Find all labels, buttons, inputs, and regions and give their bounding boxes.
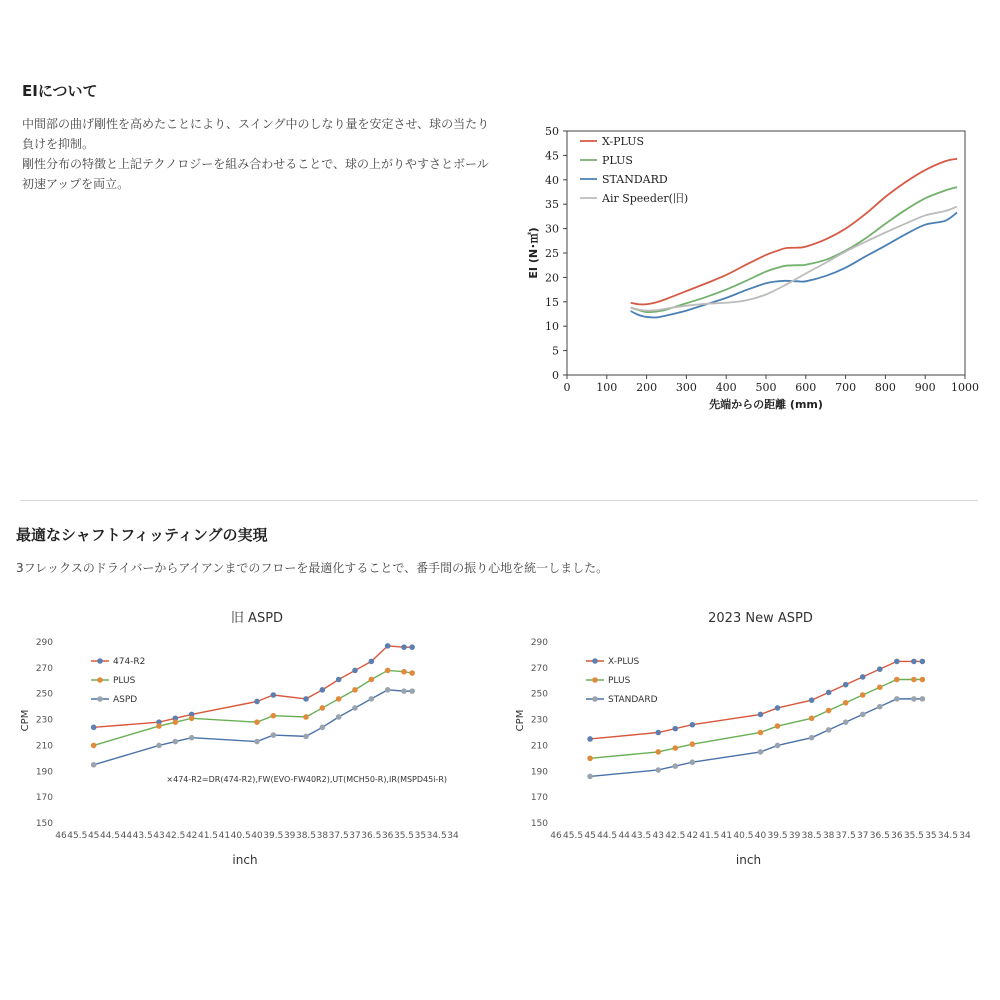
x-tick-label: 35 [925, 831, 937, 841]
data-point [843, 682, 849, 688]
x-tick-label: 40 [251, 831, 263, 841]
x-tick-label: 45 [87, 831, 100, 841]
x-tick-label: 44 [618, 831, 630, 841]
x-tick-label: 200 [636, 381, 658, 394]
x-tick-label: 45.5 [67, 831, 88, 841]
data-point [271, 692, 277, 698]
x-tick-label: 37 [857, 831, 869, 841]
legend-label: ASPD [113, 695, 138, 705]
data-point [877, 684, 883, 690]
data-point [385, 668, 391, 674]
data-point [843, 700, 849, 706]
data-point [843, 719, 849, 725]
x-tick-label: 42.5 [165, 831, 186, 841]
data-point [826, 708, 832, 714]
data-point [758, 749, 764, 755]
data-point [690, 759, 696, 765]
data-point [320, 687, 326, 693]
x-tick-label: 900 [914, 381, 936, 394]
x-tick-label: 39 [788, 831, 801, 841]
data-point [826, 727, 832, 733]
x-tick-label: 600 [795, 381, 817, 394]
x-tick-label: 43 [652, 831, 664, 841]
data-point [303, 734, 309, 740]
y-axis-label: CPM [20, 709, 31, 732]
data-point [758, 712, 764, 718]
y-tick-label: 45 [545, 149, 559, 163]
data-point [894, 696, 900, 702]
y-tick-label: 270 [35, 663, 53, 674]
x-tick-label: 700 [835, 381, 857, 394]
data-point [271, 713, 277, 719]
data-point [587, 736, 593, 742]
cpm-chart-new-aspd [505, 605, 985, 885]
y-tick-label: 210 [35, 741, 53, 752]
x-tick-label: 800 [874, 381, 896, 394]
data-point [91, 725, 97, 731]
data-point [920, 677, 926, 683]
x-tick-label: 34.5 [937, 831, 958, 841]
data-point [254, 719, 260, 725]
x-tick-label: 1000 [951, 381, 979, 394]
legend-marker [97, 696, 103, 702]
cpm-chart-old-aspd [10, 605, 480, 885]
x-tick-label: 45 [584, 831, 596, 841]
legend-label: PLUS [608, 676, 631, 686]
data-point [690, 722, 696, 728]
x-tick-label: 41 [720, 831, 733, 841]
ei-line-4: 初速アップを両立。 [22, 177, 130, 191]
y-tick-label: 50 [545, 125, 559, 138]
y-tick-label: 230 [530, 715, 548, 726]
data-point [352, 687, 358, 693]
series-line-0 [631, 159, 957, 305]
x-tick-label: 36 [381, 831, 394, 841]
data-point [401, 644, 407, 650]
legend-label: Air Speeder(旧) [602, 192, 689, 205]
x-tick-label: 38 [822, 831, 835, 841]
data-point [758, 730, 764, 736]
x-tick-label: 38.5 [801, 831, 822, 841]
data-point [911, 696, 917, 702]
x-tick-label: 44 [120, 831, 133, 841]
x-tick-label: 41 [218, 831, 231, 841]
chart-note: ×474-R2=DR(474-R2),FW(EVO-FW40R2),UT(MCH50-R),IR(MSPD45i-R) [166, 775, 447, 785]
ei-chart [520, 120, 980, 420]
y-tick-label: 210 [530, 741, 548, 752]
x-tick-label: 38.5 [295, 831, 317, 841]
legend-marker [97, 658, 103, 664]
data-point [189, 715, 195, 721]
data-point [369, 677, 375, 683]
y-tick-label: 190 [35, 767, 53, 778]
data-point [254, 739, 260, 745]
legend-marker [592, 677, 598, 683]
legend-label: PLUS [602, 154, 633, 167]
x-tick-label: 300 [675, 381, 697, 394]
data-point [352, 705, 358, 711]
data-point [336, 714, 342, 720]
legend-label: X-PLUS [608, 657, 640, 667]
x-tick-label: 38 [316, 831, 329, 841]
data-point [690, 741, 696, 747]
data-point [271, 732, 277, 738]
data-point [672, 726, 678, 732]
legend-marker [592, 696, 598, 702]
legend-label: PLUS [113, 676, 136, 686]
data-point [336, 677, 342, 683]
data-point [320, 725, 326, 731]
series-line-1 [94, 670, 413, 745]
section-title-fitting: 最適なシャフトフィッティングの実現 [16, 526, 268, 544]
y-tick-label: 170 [530, 793, 548, 804]
x-tick-label: 34 [447, 831, 459, 841]
ei-line-1: 中間部の曲げ剛性を高めたことにより、スイング中のしなり量を安定させ、球の当たり [22, 117, 490, 131]
x-tick-label: 36 [891, 831, 903, 841]
data-point [369, 659, 375, 665]
y-tick-label: 290 [35, 638, 53, 648]
series-line-2 [94, 690, 413, 765]
x-tick-label: 35.5 [903, 831, 924, 841]
x-tick-label: 40.5 [230, 831, 251, 841]
data-point [809, 697, 815, 703]
data-point [352, 668, 358, 674]
y-tick-label: 5 [552, 344, 559, 358]
y-tick-label: 15 [545, 295, 559, 309]
y-tick-label: 150 [530, 819, 548, 829]
legend-label: 474-R2 [113, 657, 146, 667]
x-tick-label: 34.5 [426, 831, 447, 841]
x-tick-label: 46 [55, 831, 67, 841]
data-point [860, 674, 866, 680]
x-tick-label: 43.5 [132, 831, 153, 841]
data-point [920, 696, 926, 702]
fitting-description: 3フレックスのドライバーからアイアンまでのフローを最適化することで、番手間の振り心地を統一しました。 [16, 561, 609, 575]
data-point [401, 669, 407, 675]
data-point [877, 666, 883, 672]
y-tick-label: 290 [530, 638, 548, 648]
data-point [409, 688, 415, 694]
data-point [655, 767, 661, 773]
x-tick-label: 42 [686, 831, 699, 841]
data-point [672, 745, 678, 751]
y-tick-label: 150 [35, 819, 53, 829]
x-tick-label: 42 [185, 831, 198, 841]
x-tick-label: 37.5 [328, 831, 349, 841]
x-tick-label: 44.5 [597, 831, 618, 841]
legend-label: STANDARD [608, 695, 658, 705]
data-point [91, 743, 97, 749]
data-point [911, 659, 917, 665]
legend-label: X-PLUS [602, 135, 645, 148]
x-axis-label: 先端からの距離 (mm) [709, 398, 823, 411]
x-tick-label: 42.5 [665, 831, 686, 841]
y-tick-label: 250 [35, 689, 53, 700]
x-tick-label: 46 [550, 831, 562, 841]
data-point [409, 670, 415, 676]
data-point [826, 690, 832, 696]
x-tick-label: 36.5 [361, 831, 382, 841]
data-point [672, 763, 678, 769]
data-point [369, 696, 375, 702]
data-point [775, 743, 781, 749]
data-point [156, 723, 162, 729]
x-tick-label: 500 [755, 381, 777, 394]
x-tick-label: 35 [414, 831, 427, 841]
x-tick-label: 0 [563, 381, 571, 394]
data-point [320, 705, 326, 711]
data-point [655, 749, 661, 755]
y-tick-label: 35 [545, 198, 559, 212]
chart-title: 旧 ASPD [230, 611, 284, 626]
x-tick-label: 41.5 [699, 831, 720, 841]
series-line-1 [590, 679, 922, 758]
data-point [860, 712, 866, 718]
x-tick-label: 39.5 [767, 831, 788, 841]
x-tick-label: 37.5 [835, 831, 856, 841]
data-point [587, 774, 593, 780]
x-tick-label: 40 [754, 831, 767, 841]
ei-line-3: 剛性分布の特徴と上記テクノロジーを組み合わせることで、球の上がりやすさとボール [22, 157, 489, 171]
data-point [409, 644, 415, 650]
data-point [587, 756, 593, 762]
x-tick-label: 35.5 [393, 831, 415, 841]
x-tick-label: 34 [959, 831, 971, 841]
data-point [401, 688, 407, 694]
ei-description [22, 114, 492, 194]
x-tick-label: 44.5 [99, 831, 121, 841]
data-point [809, 715, 815, 721]
x-tick-label: 43 [153, 831, 165, 841]
data-point [894, 677, 900, 683]
data-point [336, 696, 342, 702]
y-tick-label: 30 [545, 222, 559, 236]
y-tick-label: 190 [530, 767, 548, 778]
y-tick-label: 40 [545, 173, 559, 187]
data-point [877, 704, 883, 710]
plot-frame [567, 131, 965, 375]
data-point [655, 730, 661, 736]
ei-line-2: 負けを抑制。 [22, 137, 95, 151]
data-point [894, 659, 900, 665]
x-tick-label: 100 [596, 381, 618, 394]
data-point [809, 735, 815, 741]
x-tick-label: 39 [283, 831, 296, 841]
x-tick-label: 41.5 [197, 831, 219, 841]
x-axis-label: inch [735, 853, 762, 867]
data-point [385, 687, 391, 693]
y-tick-label: 230 [35, 715, 53, 726]
y-tick-label: 20 [545, 271, 559, 285]
x-tick-label: 37 [349, 831, 361, 841]
section-title-ei: EIについて [22, 82, 98, 100]
data-point [385, 643, 391, 649]
data-point [156, 743, 162, 749]
y-tick-label: 0 [552, 369, 559, 382]
data-point [173, 719, 179, 725]
data-point [920, 659, 926, 665]
x-tick-label: 400 [715, 381, 737, 394]
data-point [254, 699, 260, 705]
data-point [775, 723, 781, 729]
data-point [303, 696, 309, 702]
x-tick-label: 43.5 [631, 831, 652, 841]
y-tick-label: 10 [545, 320, 559, 334]
x-tick-label: 40.5 [733, 831, 754, 841]
data-point [911, 677, 917, 683]
y-tick-label: 250 [530, 689, 548, 700]
x-tick-label: 36.5 [869, 831, 890, 841]
data-point [173, 739, 179, 745]
y-tick-label: 25 [545, 247, 559, 260]
x-tick-label: 39.5 [263, 831, 284, 841]
x-tick-label: 45.5 [563, 831, 584, 841]
data-point [303, 714, 309, 720]
data-point [775, 705, 781, 711]
y-tick-label: 170 [35, 793, 53, 804]
y-axis-label: EI (N･㎡) [527, 227, 540, 279]
data-point [91, 762, 97, 768]
legend-marker [97, 677, 103, 683]
data-point [860, 692, 866, 698]
section-divider [20, 500, 978, 501]
legend-marker [592, 658, 598, 664]
data-point [189, 735, 195, 741]
series-line-3 [631, 207, 957, 311]
y-axis-label: CPM [515, 709, 526, 732]
y-tick-label: 270 [530, 663, 548, 674]
x-axis-label: inch [232, 853, 258, 867]
legend-label: STANDARD [602, 173, 668, 186]
series-line-2 [590, 699, 922, 777]
chart-title: 2023 New ASPD [708, 611, 813, 626]
